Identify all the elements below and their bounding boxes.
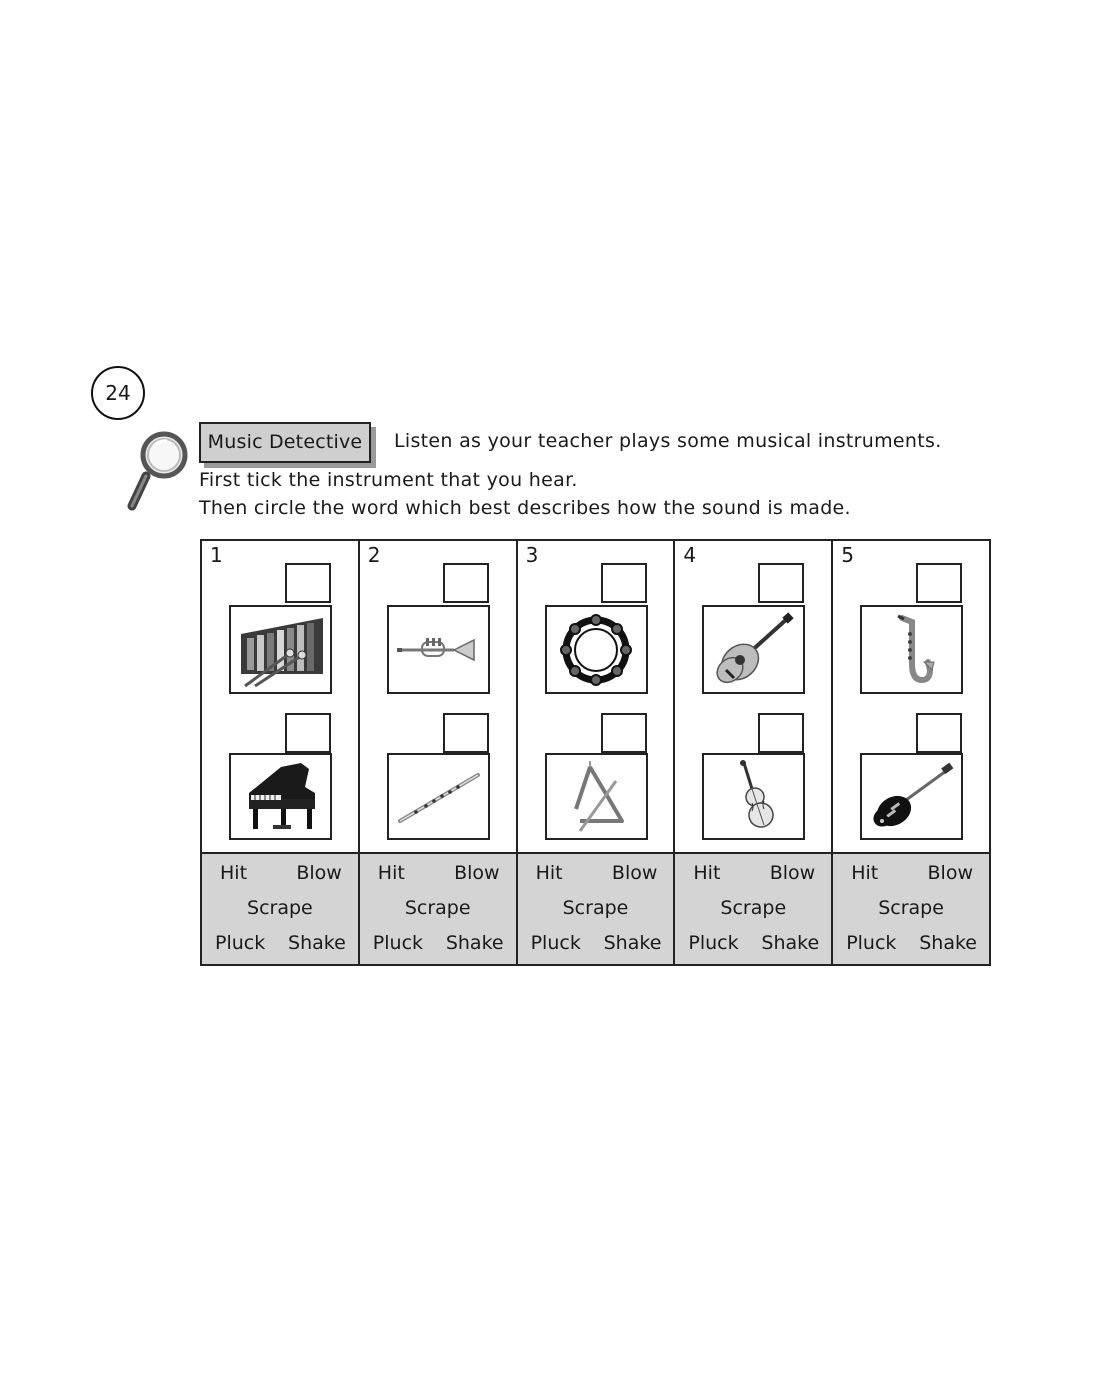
tick-box-top[interactable] <box>758 563 804 603</box>
column-number: 5 <box>841 543 854 567</box>
tick-box-top[interactable] <box>601 563 647 603</box>
word-pluck[interactable]: Pluck <box>688 932 739 954</box>
word-pluck[interactable]: Pluck <box>530 932 581 954</box>
instruction-line-2: First tick the instrument that you hear. <box>199 469 578 491</box>
word-hit[interactable]: Hit <box>535 862 563 884</box>
instrument-picture-bottom <box>387 753 490 840</box>
word-shake[interactable]: Shake <box>288 932 346 954</box>
instrument-picture-top <box>229 605 332 694</box>
tick-box-top[interactable] <box>443 563 489 603</box>
instrument-picture-top <box>702 605 805 694</box>
word-scrape[interactable]: Scrape <box>878 897 944 919</box>
violin-icon <box>708 759 800 835</box>
magnifying-glass-icon <box>126 430 190 514</box>
word-pluck[interactable]: Pluck <box>372 932 424 954</box>
tick-box-bottom[interactable] <box>758 713 804 753</box>
instrument-picture-top <box>387 605 490 694</box>
word-shake[interactable]: Shake <box>761 932 820 954</box>
word-blow[interactable]: Blow <box>611 862 658 884</box>
instrument-picture-bottom <box>860 753 963 840</box>
triangle-icon <box>550 759 642 835</box>
trumpet-icon <box>392 612 484 688</box>
flute-icon <box>392 759 484 835</box>
word-shake[interactable]: Shake <box>603 932 662 954</box>
grand-piano-icon <box>235 759 327 835</box>
music-detective-tag: Music Detective <box>199 422 371 463</box>
electric-guitar-icon <box>866 759 958 835</box>
word-scrape[interactable]: Scrape <box>562 897 629 919</box>
tambourine-icon <box>550 612 642 688</box>
word-scrape[interactable]: Scrape <box>404 897 471 919</box>
instrument-column <box>360 541 518 964</box>
instrument-picture-top <box>545 605 648 694</box>
tick-box-bottom[interactable] <box>916 713 962 753</box>
word-shake[interactable]: Shake <box>445 932 504 954</box>
sound-words <box>833 852 989 964</box>
acoustic-guitar-icon <box>708 612 800 688</box>
word-shake[interactable]: Shake <box>919 932 977 954</box>
instrument-column <box>833 541 989 964</box>
word-blow[interactable]: Blow <box>769 862 816 884</box>
instrument-column <box>675 541 833 964</box>
instrument-picture-bottom <box>545 753 648 840</box>
tick-box-top[interactable] <box>916 563 962 603</box>
instruction-line-3: Then circle the word which best describes how the sound is made. <box>199 497 851 519</box>
word-hit[interactable]: Hit <box>693 862 721 884</box>
word-hit[interactable]: Hit <box>851 862 879 884</box>
instrument-grid <box>200 539 991 966</box>
word-blow[interactable]: Blow <box>927 862 973 884</box>
instrument-picture-bottom <box>702 753 805 840</box>
saxophone-icon <box>866 612 958 688</box>
column-number: 3 <box>525 543 539 567</box>
xylophone-icon <box>235 612 327 688</box>
column-number: 2 <box>367 543 381 567</box>
column-number: 4 <box>683 543 697 567</box>
word-pluck[interactable]: Pluck <box>215 932 266 954</box>
sound-words <box>518 852 674 964</box>
word-hit[interactable]: Hit <box>220 862 248 884</box>
instrument-picture-bottom <box>229 753 332 840</box>
tick-box-bottom[interactable] <box>601 713 647 753</box>
tick-box-bottom[interactable] <box>443 713 489 753</box>
word-scrape[interactable]: Scrape <box>247 897 313 919</box>
instrument-picture-top <box>860 605 963 694</box>
instruction-line-1: Listen as your teacher plays some musical instruments. <box>394 430 942 452</box>
tick-box-bottom[interactable] <box>285 713 331 753</box>
word-blow[interactable]: Blow <box>296 862 342 884</box>
page-number: 24 <box>91 366 145 420</box>
tick-box-top[interactable] <box>285 563 331 603</box>
sound-words <box>202 852 358 964</box>
instrument-column <box>518 541 676 964</box>
word-blow[interactable]: Blow <box>454 862 500 884</box>
word-scrape[interactable]: Scrape <box>720 897 787 919</box>
column-number: 1 <box>210 543 223 567</box>
sound-words <box>675 852 831 964</box>
word-pluck[interactable]: Pluck <box>846 932 897 954</box>
instrument-column <box>202 541 360 964</box>
word-hit[interactable]: Hit <box>377 862 405 884</box>
sound-words <box>360 852 516 964</box>
